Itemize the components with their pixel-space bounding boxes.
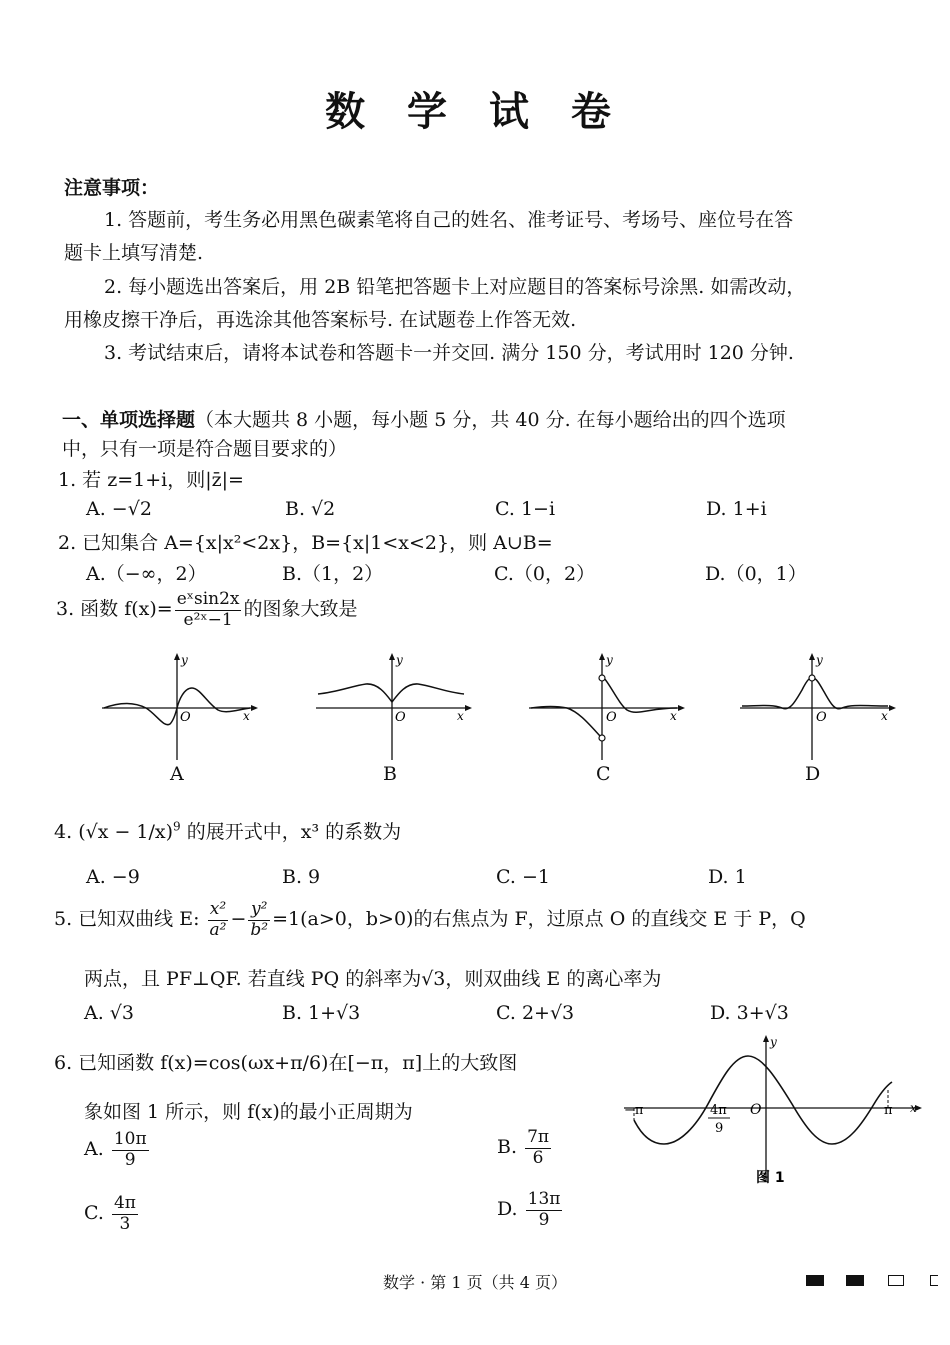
q6-option-b-label: B. — [497, 1136, 518, 1159]
q6-tail: 在[−π，π]上的大致图 — [328, 1052, 518, 1074]
q3-graph-b — [314, 650, 474, 762]
q5-frac-x — [208, 900, 229, 940]
q6-option-a-label: A. — [84, 1138, 104, 1161]
q6-option-d — [497, 1190, 564, 1230]
q4-suffix: 的展开式中，x³ 的系数为 — [186, 821, 402, 843]
q1-stem: 1. 若 z=1+i，则|z̄|= — [58, 469, 244, 491]
q6-option-a — [84, 1130, 151, 1170]
section-desc-1: （本大题共 8 小题，每小题 5 分，共 40 分. 在每小题给出的四个选项 — [195, 409, 786, 431]
q6-arg: (ωx+π/6) — [240, 1052, 329, 1074]
q4-option-d: D. 1 — [708, 866, 747, 888]
notes-line-4: 用橡皮擦干净后，再选涂其他答案标号. 在试题卷上作答无效. — [64, 309, 577, 331]
q3-fraction — [175, 590, 242, 630]
q6-option-b-frac — [525, 1128, 551, 1168]
q3-graph-c-origin: O — [606, 710, 617, 725]
q5-option-d: D. 3+√3 — [710, 1002, 789, 1024]
q3-graph-c-x: x — [670, 709, 677, 723]
q5-stem: 5. 已知双曲线 E: $\frac{\text{x²}}{\text{a²}}$ − $\frac{\text{y²}}{\text{b²}}$ =1(a>0，b>0)的右焦点为 F，过原点 O 的直线交 E 于 P，Q — [54, 899, 806, 940]
notes-line-3: 2. 每小题选出答案后，用 2B 铅笔把答题卡上对应题目的答案标号涂黑. 如需改动， — [104, 276, 806, 298]
q3-graph-d-origin: O — [816, 710, 827, 725]
section-desc-2: 中，只有一项是符合题目要求的） — [62, 438, 348, 460]
notes-line-2: 题卡上填写清楚. — [64, 242, 204, 264]
q6-option-d-den: 9 — [538, 1209, 550, 1230]
q6-option-b-num: 7π — [527, 1127, 550, 1147]
q6-option-c-label: C. — [84, 1202, 104, 1225]
q1-option-d: D. 1+i — [706, 498, 767, 520]
q4-expression: (√x − 1/x) — [78, 821, 174, 843]
q3-graph-b-origin: O — [395, 710, 406, 725]
q3-label-c: C — [596, 763, 611, 785]
q3-label-d: D — [805, 763, 821, 785]
q5-option-b: B. 1+√3 — [282, 1002, 361, 1024]
q6-fig-x: x — [910, 1101, 917, 1115]
q1-option-a: A. −√2 — [86, 498, 152, 520]
q4-option-c: C. −1 — [496, 866, 550, 888]
q4-power: 9 — [173, 819, 181, 834]
notes-line-5: 3. 考试结束后，请将本试卷和答题卡一并交回. 满分 150 分，考试用时 120 分钟. — [104, 342, 794, 364]
q6-prefix: 6. 已知函数 f(x)=cos — [54, 1052, 241, 1074]
scan-mark-4 — [930, 1275, 938, 1286]
q4-prefix: 4. — [54, 821, 73, 843]
q3-graph-b-y: y — [396, 653, 403, 667]
q3-graph-a-y: y — [181, 653, 188, 667]
section-heading-line — [62, 405, 786, 432]
q5-line2: 两点，且 PF⊥QF. 若直线 PQ 的斜率为√3，则双曲线 E 的离心率为 — [84, 968, 662, 990]
q3-graph-d — [738, 650, 898, 762]
q3-numerator: eˣsin2x — [176, 589, 240, 609]
q6-fig-mid-num: 4π — [710, 1103, 727, 1118]
page-title: 数 学 试 卷 — [325, 88, 625, 135]
q3-graph-c-y: y — [606, 653, 613, 667]
q5-frac-x-den: a² — [209, 919, 227, 940]
notes-heading: 注意事项： — [64, 177, 160, 199]
q3-graph-a — [100, 650, 260, 762]
q3-prefix: 3. 函数 f(x)= — [56, 598, 173, 621]
q5-option-c: C. 2+√3 — [496, 1002, 575, 1024]
q5-frac-x-num: x² — [208, 900, 229, 921]
q2-stem: 2. 已知集合 A={x|x²<2x}，B={x|1<x<2}，则 A∪B= — [58, 532, 553, 554]
q6-option-d-frac — [526, 1190, 563, 1230]
q5-frac-y — [248, 900, 270, 940]
q3-graph-a-x: x — [243, 709, 250, 723]
q5-option-a: A. √3 — [84, 1002, 134, 1024]
q2-option-d: D.（0，1） — [705, 563, 807, 585]
q2-option-a: A.（−∞，2） — [86, 563, 207, 585]
q3-graph-a-origin: O — [180, 710, 191, 725]
q2-option-c: C.（0，2） — [494, 563, 596, 585]
q4-stem — [54, 817, 401, 844]
q6-option-b-den: 6 — [532, 1147, 544, 1168]
q6-option-b — [497, 1128, 553, 1168]
q6-fig-mid-den: 9 — [715, 1121, 724, 1136]
q3-graph-b-x: x — [457, 709, 464, 723]
q6-fig-y: y — [770, 1035, 777, 1049]
section-heading: 一、单项选择题 — [62, 409, 196, 431]
q5-eq-tail: =1(a>0，b>0)的右焦点为 F，过原点 O 的直线交 E 于 P，Q — [272, 908, 806, 931]
scan-mark-2 — [846, 1275, 864, 1286]
q3-graph-c — [527, 650, 687, 762]
notes-line-1: 1. 答题前，考生务必用黑色碳素笔将自己的姓名、准考证号、考场号、座位号在答 — [104, 209, 794, 231]
q6-figure — [618, 1032, 928, 1192]
q6-option-c-den: 3 — [119, 1213, 131, 1234]
q3-stem — [56, 590, 358, 630]
q3-graph-d-x: x — [881, 709, 888, 723]
q5-frac-y-den: b² — [250, 919, 269, 940]
scan-mark-3 — [888, 1275, 904, 1286]
q6-fig-origin: O — [750, 1102, 762, 1118]
q5-prefix: 5. 已知双曲线 E: — [54, 908, 200, 931]
q6-fig-caption: 图 1 — [756, 1170, 785, 1186]
q6-stem — [54, 1048, 517, 1075]
q6-option-c-num: 4π — [113, 1193, 136, 1213]
q3-denominator: e²ˣ−1 — [183, 609, 233, 630]
q3-label-a: A — [170, 763, 184, 785]
q1-option-c: C. 1−i — [495, 498, 556, 520]
q6-fig-left-tick: −π — [624, 1103, 644, 1118]
q4-option-b: B. 9 — [282, 866, 321, 888]
q1-option-b: B. √2 — [285, 498, 336, 520]
q5-frac-y-num: y² — [248, 900, 270, 921]
q3-suffix: 的图象大致是 — [243, 598, 358, 621]
q2-option-b: B.（1，2） — [282, 563, 384, 585]
q6-line2: 象如图 1 所示，则 f(x)的最小正周期为 — [84, 1101, 413, 1123]
q6-option-d-num: 13π — [527, 1189, 561, 1209]
scan-mark-1 — [806, 1275, 824, 1286]
q6-option-c-frac — [112, 1194, 138, 1234]
q6-option-c — [84, 1194, 140, 1234]
q4-option-a: A. −9 — [86, 866, 140, 888]
q6-option-d-label: D. — [497, 1198, 518, 1221]
page-footer: 数学 · 第 1 页（共 4 页） — [383, 1273, 567, 1292]
q6-option-a-den: 9 — [124, 1149, 136, 1170]
q3-label-b: B — [383, 763, 397, 785]
q6-option-a-frac — [112, 1130, 149, 1170]
q6-option-a-num: 10π — [113, 1129, 147, 1149]
q3-graph-d-y: y — [816, 653, 823, 667]
q6-fig-right-tick: π — [884, 1103, 893, 1118]
